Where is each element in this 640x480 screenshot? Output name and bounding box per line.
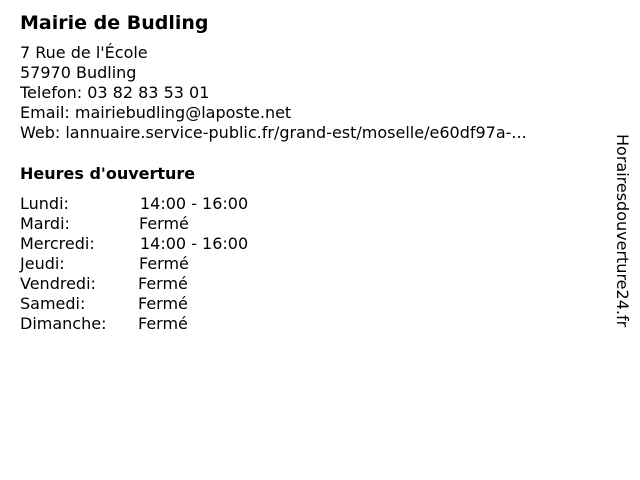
day-label: Dimanche: — [20, 314, 107, 333]
page-title: Mairie de Budling — [20, 12, 209, 34]
opening-hours-heading: Heures d'ouverture — [20, 164, 196, 183]
address-street: 7 Rue de l'École — [20, 43, 148, 62]
day-hours: 14:00 - 16:00 — [140, 234, 249, 253]
watermark-text: Horairesdouverture24.fr — [613, 134, 632, 328]
day-hours: Fermé — [138, 314, 188, 333]
day-label: Lundi: — [20, 194, 69, 213]
day-label: Mardi: — [20, 214, 70, 233]
day-hours: Fermé — [138, 294, 188, 313]
day-label: Mercredi: — [20, 234, 95, 253]
contact-block — [20, 43, 527, 143]
address-city: 57970 Budling — [20, 63, 137, 82]
day-label: Jeudi: — [20, 254, 65, 273]
day-label: Vendredi: — [20, 274, 96, 293]
day-hours: Fermé — [138, 274, 188, 293]
day-hours: 14:00 - 16:00 — [140, 194, 249, 213]
day-hours: Fermé — [139, 254, 189, 273]
day-hours: Fermé — [139, 214, 189, 233]
day-label: Samedi: — [20, 294, 86, 313]
web-line: Web: lannuaire.service-public.fr/grand-est/moselle/e60df97a-... — [20, 123, 527, 142]
email-line: Email: mairiebudling@laposte.net — [20, 103, 292, 122]
phone-line: Telefon: 03 82 83 53 01 — [20, 83, 210, 102]
